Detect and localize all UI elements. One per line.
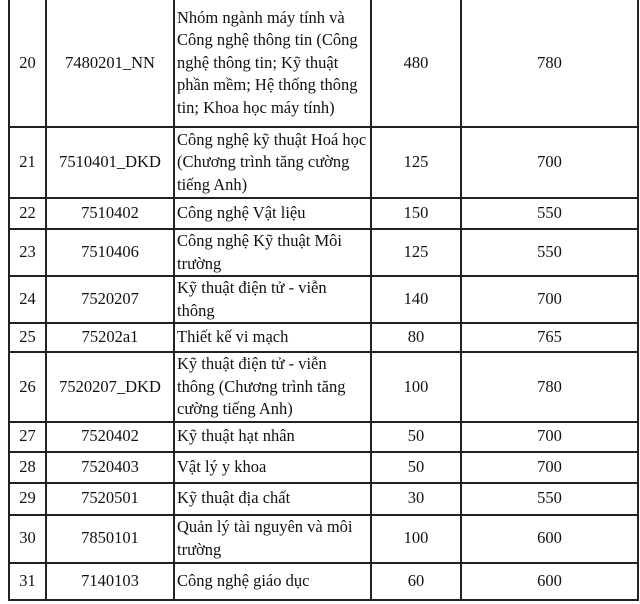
program-code: 7520207 bbox=[46, 276, 174, 323]
program-code: 7510406 bbox=[46, 229, 174, 276]
table-row bbox=[9, 323, 638, 352]
program-code: 75202a1 bbox=[46, 323, 174, 352]
program-name: Quản lý tài nguyên và môi trường bbox=[174, 515, 371, 563]
table-row bbox=[9, 422, 638, 452]
program-code: 7520501 bbox=[46, 483, 174, 515]
row-number: 25 bbox=[9, 323, 46, 352]
quota: 125 bbox=[371, 127, 461, 198]
row-number: 30 bbox=[9, 515, 46, 563]
quota: 60 bbox=[371, 563, 461, 600]
program-name: Công nghệ Kỹ thuật Môi trường bbox=[174, 229, 371, 276]
fee: 780 bbox=[461, 352, 638, 422]
row-number: 23 bbox=[9, 229, 46, 276]
fee: 765 bbox=[461, 323, 638, 352]
quota: 480 bbox=[371, 0, 461, 127]
quota: 150 bbox=[371, 198, 461, 229]
fee: 780 bbox=[461, 0, 638, 127]
program-code: 7520403 bbox=[46, 452, 174, 483]
program-name: Kỹ thuật địa chất bbox=[174, 483, 371, 515]
fee: 550 bbox=[461, 483, 638, 515]
program-name: Công nghệ Vật liệu bbox=[174, 198, 371, 229]
table-row bbox=[9, 483, 638, 515]
program-code: 7480201_NN bbox=[46, 0, 174, 127]
row-number: 29 bbox=[9, 483, 46, 515]
quota: 140 bbox=[371, 276, 461, 323]
row-number: 21 bbox=[9, 127, 46, 198]
table-row bbox=[9, 198, 638, 229]
program-name: Nhóm ngành máy tính và Công nghệ thông tin (Công nghệ thông tin; Kỹ thuật phần mềm; Hệ thống thông tin; Khoa học máy tính) bbox=[174, 0, 371, 127]
table-row bbox=[9, 563, 638, 600]
fee: 700 bbox=[461, 276, 638, 323]
row-number: 31 bbox=[9, 563, 46, 600]
program-name: Công nghệ kỹ thuật Hoá học (Chương trình tăng cường tiếng Anh) bbox=[174, 127, 371, 198]
program-code: 7140103 bbox=[46, 563, 174, 600]
fee: 700 bbox=[461, 452, 638, 483]
quota: 100 bbox=[371, 352, 461, 422]
fee: 550 bbox=[461, 229, 638, 276]
quota: 100 bbox=[371, 515, 461, 563]
row-number: 20 bbox=[9, 0, 46, 127]
table-row bbox=[9, 127, 638, 198]
fee: 600 bbox=[461, 563, 638, 600]
quota: 50 bbox=[371, 422, 461, 452]
table-row bbox=[9, 276, 638, 323]
program-name: Vật lý y khoa bbox=[174, 452, 371, 483]
row-number: 28 bbox=[9, 452, 46, 483]
quota: 125 bbox=[371, 229, 461, 276]
admissions-table bbox=[8, 0, 639, 601]
fee: 550 bbox=[461, 198, 638, 229]
program-name: Kỹ thuật hạt nhân bbox=[174, 422, 371, 452]
program-name: Kỹ thuật điện tử - viễn thông (Chương trình tăng cường tiếng Anh) bbox=[174, 352, 371, 422]
fee: 700 bbox=[461, 422, 638, 452]
program-code: 7510402 bbox=[46, 198, 174, 229]
row-number: 26 bbox=[9, 352, 46, 422]
program-name: Công nghệ giáo dục bbox=[174, 563, 371, 600]
table-row bbox=[9, 229, 638, 276]
table-row bbox=[9, 452, 638, 483]
quota: 50 bbox=[371, 452, 461, 483]
program-code: 7520207_DKD bbox=[46, 352, 174, 422]
row-number: 24 bbox=[9, 276, 46, 323]
row-number: 27 bbox=[9, 422, 46, 452]
program-name: Kỹ thuật điện tử - viễn thông bbox=[174, 276, 371, 323]
quota: 30 bbox=[371, 483, 461, 515]
program-name: Thiết kế vi mạch bbox=[174, 323, 371, 352]
quota: 80 bbox=[371, 323, 461, 352]
program-code: 7850101 bbox=[46, 515, 174, 563]
table-row bbox=[9, 352, 638, 422]
program-code: 7520402 bbox=[46, 422, 174, 452]
fee: 700 bbox=[461, 127, 638, 198]
fee: 600 bbox=[461, 515, 638, 563]
table-row bbox=[9, 515, 638, 563]
table-row bbox=[9, 0, 638, 127]
row-number: 22 bbox=[9, 198, 46, 229]
program-code: 7510401_DKD bbox=[46, 127, 174, 198]
